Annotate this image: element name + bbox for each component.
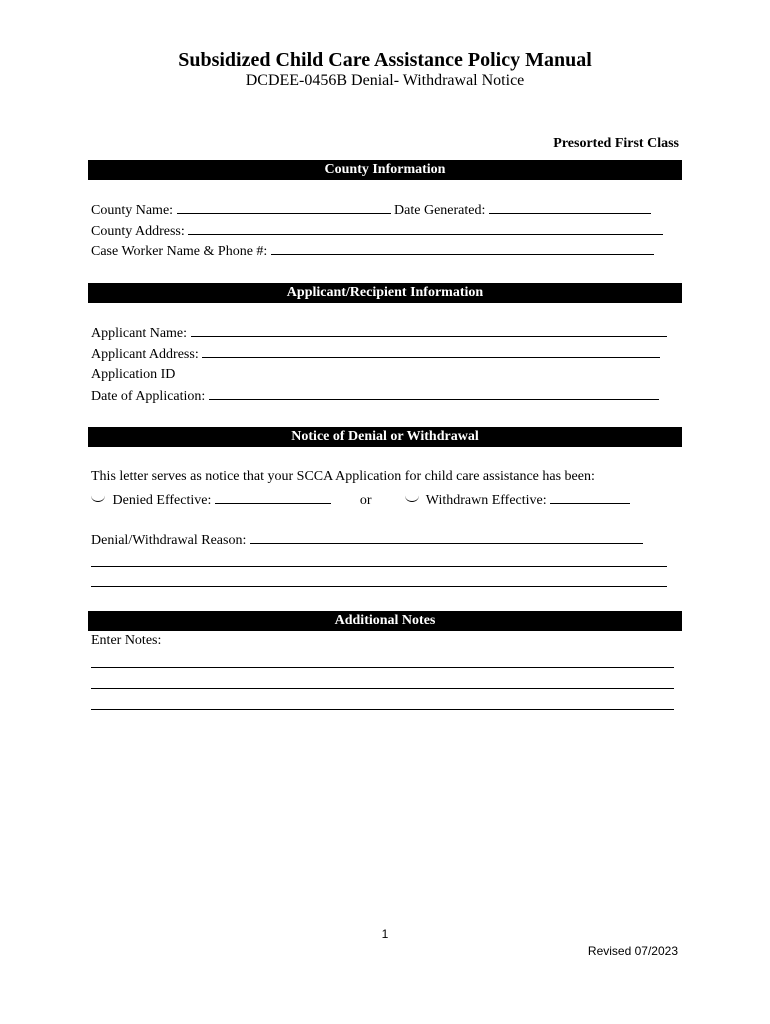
reason-field[interactable] [250,531,643,544]
page-title: Subsidized Child Care Assistance Policy Manual [178,49,592,71]
county-name-field[interactable] [177,201,391,214]
county-address-field[interactable] [188,222,663,235]
withdrawn-effective-label: Withdrawn Effective: [425,493,547,508]
application-id-row [91,366,681,384]
notes-line-2[interactable] [91,688,674,689]
county-address-row [91,222,681,241]
presorted-label: Presorted First Class [553,136,679,151]
date-of-application-row [91,387,681,406]
reason-label: Denial/Withdrawal Reason: [91,533,247,548]
county-name-row [91,201,681,220]
enter-notes-label: Enter Notes: [91,633,162,648]
date-generated-field[interactable] [489,201,651,214]
applicant-name-row [91,324,681,343]
form-subtitle: DCDEE-0456B Denial- Withdrawal Notice [245,72,525,89]
applicant-address-row [91,345,681,364]
notes-section-header: Additional Notes [88,611,682,631]
applicant-section-header: Applicant/Recipient Information [88,283,682,303]
notes-line-3[interactable] [91,709,674,710]
denied-effective-field[interactable] [215,491,331,504]
applicant-address-field[interactable] [202,345,660,358]
application-id-label: Application ID [91,367,176,382]
case-worker-field[interactable] [271,242,654,255]
denied-effective-label: Denied Effective: [112,493,212,508]
notes-line-1[interactable] [91,667,674,668]
notice-section-header: Notice of Denial or Withdrawal [88,427,682,447]
denial-options-row [91,489,681,510]
reason-line-3[interactable] [91,586,667,587]
notice-statement: This letter serves as notice that your SCCA Application for child care assistance has been: [91,469,595,484]
applicant-address-label: Applicant Address: [91,347,199,362]
county-name-label: County Name: [91,203,174,218]
or-label: or [359,493,372,508]
page-number: 1 [381,927,389,941]
applicant-name-label: Applicant Name: [91,326,188,341]
reason-row [91,531,681,550]
county-address-label: County Address: [91,224,185,239]
withdrawn-effective-field[interactable] [550,491,630,504]
reason-line-2[interactable] [91,566,667,567]
case-worker-row [91,242,681,261]
withdrawn-radio[interactable] [405,489,419,502]
county-section-header: County Information [88,160,682,180]
date-of-application-field[interactable] [209,387,659,400]
date-of-application-label: Date of Application: [91,389,206,404]
revised-date: Revised 07/2023 [587,944,678,958]
denied-radio[interactable] [91,489,105,502]
case-worker-label: Case Worker Name & Phone #: [91,244,268,259]
date-generated-label: Date Generated: [394,203,486,218]
applicant-name-field[interactable] [191,324,667,337]
